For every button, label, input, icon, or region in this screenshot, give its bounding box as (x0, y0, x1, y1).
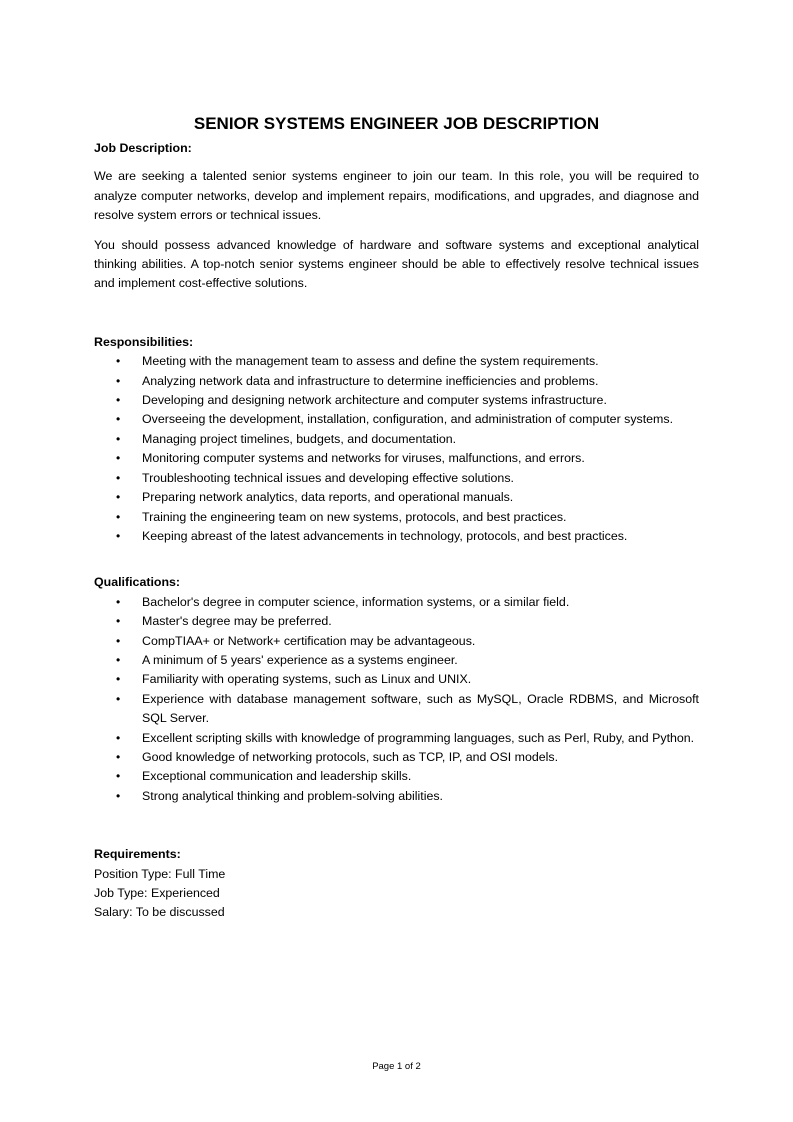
list-item-text: Excellent scripting skills with knowledge of programming languages, such as Perl, Ruby, and Python. (142, 730, 695, 745)
list-item (94, 632, 699, 651)
list-item (94, 410, 699, 429)
list-item-text: Strong analytical thinking and problem-solving abilities. (142, 788, 443, 803)
qualifications-section (94, 573, 699, 806)
list-item-text: Keeping abreast of the latest advancements in technology, protocols, and best practices. (142, 528, 628, 543)
bullet-icon: • (116, 691, 121, 706)
bullet-icon: • (116, 788, 121, 803)
bullet-icon: • (116, 528, 121, 543)
list-item-text: Overseeing the development, installation, configuration, and administration of computer systems. (142, 412, 674, 427)
responsibilities-heading: Responsibilities: (94, 334, 194, 349)
list-item-text: Meeting with the management team to assess and define the system requirements. (142, 354, 599, 369)
responsibilities-list (94, 352, 699, 546)
bullet-icon: • (116, 393, 121, 408)
list-item-text: Monitoring computer systems and networks for viruses, malfunctions, and errors. (142, 451, 585, 466)
list-item (94, 352, 699, 371)
bullet-icon: • (116, 652, 121, 667)
bullet-icon: • (116, 354, 121, 369)
qualifications-list (94, 593, 699, 806)
bullet-icon: • (116, 412, 121, 427)
list-item (94, 690, 699, 729)
list-item-text: Analyzing network data and infrastructure to determine inefficiencies and problems. (142, 373, 599, 388)
bullet-icon: • (116, 730, 121, 745)
list-item (94, 372, 699, 391)
job-description-section (94, 139, 699, 294)
list-item-text: Good knowledge of networking protocols, such as TCP, IP, and OSI models. (142, 749, 559, 764)
list-item-text: Developing and designing network architecture and computer systems infrastructure. (142, 393, 607, 408)
bullet-icon: • (116, 614, 121, 629)
requirements-section (94, 845, 699, 923)
list-item (94, 748, 699, 767)
list-item-text: Familiarity with operating systems, such as Linux and UNIX. (142, 672, 472, 687)
job-description-paragraph: We are seeking a talented senior systems engineer to join our team. In this role, you will be required to analyze computer networks, develop and implement repairs, modifications, and upgrades, and diagnose and resolve system errors or technical issues. (94, 169, 699, 223)
bullet-icon: • (116, 672, 121, 687)
list-item (94, 593, 699, 612)
list-item-text: Training the engineering team on new systems, protocols, and best practices. (142, 509, 567, 524)
list-item (94, 488, 699, 507)
list-item (94, 767, 699, 786)
bullet-icon: • (116, 373, 121, 388)
list-item (94, 469, 699, 488)
bullet-icon: • (116, 633, 121, 648)
list-item (94, 527, 699, 546)
page-title: SENIOR SYSTEMS ENGINEER JOB DESCRIPTION (193, 114, 600, 133)
list-item (94, 449, 699, 468)
bullet-icon: • (116, 769, 121, 784)
list-item-text: Exceptional communication and leadership skills. (142, 769, 412, 784)
job-description-paragraph: You should possess advanced knowledge of hardware and software systems and exceptional analytical thinking abilities. A top-notch senior systems engineer should be able to effectively resolve technical issues and implement cost-effective solutions. (94, 237, 699, 291)
list-item (94, 670, 699, 689)
list-item (94, 612, 699, 631)
list-item-text: Troubleshooting technical issues and developing effective solutions. (142, 470, 514, 485)
list-item (94, 430, 699, 449)
page-number: Page 1 of 2 (372, 1061, 421, 1072)
qualifications-heading: Qualifications: (94, 575, 181, 590)
responsibilities-section (94, 333, 699, 546)
requirement-position-type: Position Type: Full Time (94, 866, 226, 881)
list-item (94, 508, 699, 527)
list-item (94, 391, 699, 410)
bullet-icon: • (116, 470, 121, 485)
list-item (94, 787, 699, 806)
requirement-job-type: Job Type: Experienced (94, 886, 220, 900)
bullet-icon: • (116, 431, 121, 446)
list-item-text: Master's degree may be preferred. (142, 614, 332, 629)
list-item-text: Preparing network analytics, data reports, and operational manuals. (142, 490, 514, 505)
requirements-heading: Requirements: (94, 847, 181, 862)
list-item-text: Managing project timelines, budgets, and documentation. (142, 431, 457, 446)
bullet-icon: • (116, 749, 121, 764)
list-item (94, 651, 699, 670)
bullet-icon: • (116, 509, 121, 524)
list-item (94, 729, 699, 748)
list-item-text: Bachelor's degree in computer science, information systems, or a similar field. (142, 594, 570, 609)
list-item-text: Experience with database management software, such as MySQL, Oracle RDBMS, and Microsoft SQL Server. (142, 691, 699, 726)
job-description-heading: Job Description: (94, 141, 192, 155)
list-item-text: CompTIAA+ or Network+ certification may be advantageous. (142, 633, 476, 648)
bullet-icon: • (116, 594, 121, 609)
requirement-salary: Salary: To be discussed (94, 905, 225, 920)
list-item-text: A minimum of 5 years' experience as a systems engineer. (142, 652, 458, 667)
bullet-icon: • (116, 490, 121, 505)
document-body (94, 139, 699, 923)
bullet-icon: • (116, 451, 121, 466)
